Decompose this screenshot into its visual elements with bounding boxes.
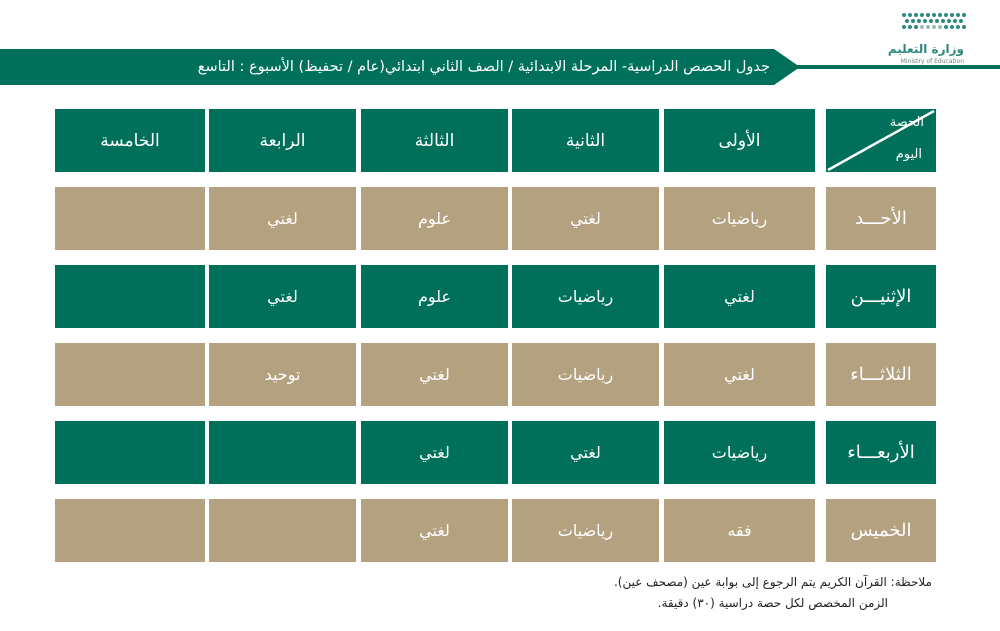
table-cell: لغتي: [361, 499, 508, 562]
corner-period-label: الحصة: [889, 115, 924, 130]
table-cell: [55, 421, 205, 484]
table-cell: توحيد: [209, 343, 356, 406]
table-cell: لغتي: [512, 421, 659, 484]
table-cell: علوم: [361, 265, 508, 328]
table-cell: لغتي: [361, 421, 508, 484]
corner-header-cell: [826, 109, 936, 172]
table-cell: فقه: [664, 499, 815, 562]
table-cell: رياضيات: [664, 187, 815, 250]
table-cell: رياضيات: [512, 499, 659, 562]
period-header-1: الأولى: [664, 109, 815, 172]
table-cell: رياضيات: [664, 421, 815, 484]
table-cell: لغتي: [209, 187, 356, 250]
table-cell: رياضيات: [512, 265, 659, 328]
day-cell-sunday: الأحـــد: [826, 187, 936, 250]
table-cell: علوم: [361, 187, 508, 250]
table-cell: [55, 343, 205, 406]
title-banner-line: [790, 65, 1000, 69]
day-cell-wednesday: الأربعـــاء: [826, 421, 936, 484]
table-cell: لغتي: [361, 343, 508, 406]
corner-day-label: اليوم: [895, 147, 922, 162]
table-cell: [209, 421, 356, 484]
table-cell: لغتي: [664, 265, 815, 328]
note-duration: الزمن المخصص لكل حصة دراسية (٣٠) دقيقة.: [657, 596, 888, 610]
table-cell: لغتي: [664, 343, 815, 406]
logo-dots-icon: [900, 10, 970, 32]
table-cell: رياضيات: [512, 343, 659, 406]
day-cell-monday: الإثنيـــن: [826, 265, 936, 328]
logo-name-english: Ministry of Education: [900, 58, 964, 65]
period-header-2: الثانية: [512, 109, 659, 172]
note-quran: ملاحظة: القرآن الكريم يتم الرجوع إلى بوابة عين (مصحف عين).: [613, 575, 932, 589]
table-cell: [209, 499, 356, 562]
table-cell: لغتي: [512, 187, 659, 250]
period-header-4: الرابعة: [209, 109, 356, 172]
table-cell: [55, 499, 205, 562]
ministry-logo: [862, 8, 972, 66]
table-cell: [55, 265, 205, 328]
table-cell: لغتي: [209, 265, 356, 328]
table-cell: [55, 187, 205, 250]
day-cell-tuesday: الثلاثـــاء: [826, 343, 936, 406]
period-header-5: الخامسة: [55, 109, 205, 172]
logo-name-arabic: وزارة التعليم: [887, 42, 964, 56]
period-header-3: الثالثة: [361, 109, 508, 172]
day-cell-thursday: الخميس: [826, 499, 936, 562]
page-title: جدول الحصص الدراسية- المرحلة الابتدائية / الصف الثاني ابتدائي(عام / تحفيظ) الأسبوع : التاسع: [197, 59, 770, 75]
